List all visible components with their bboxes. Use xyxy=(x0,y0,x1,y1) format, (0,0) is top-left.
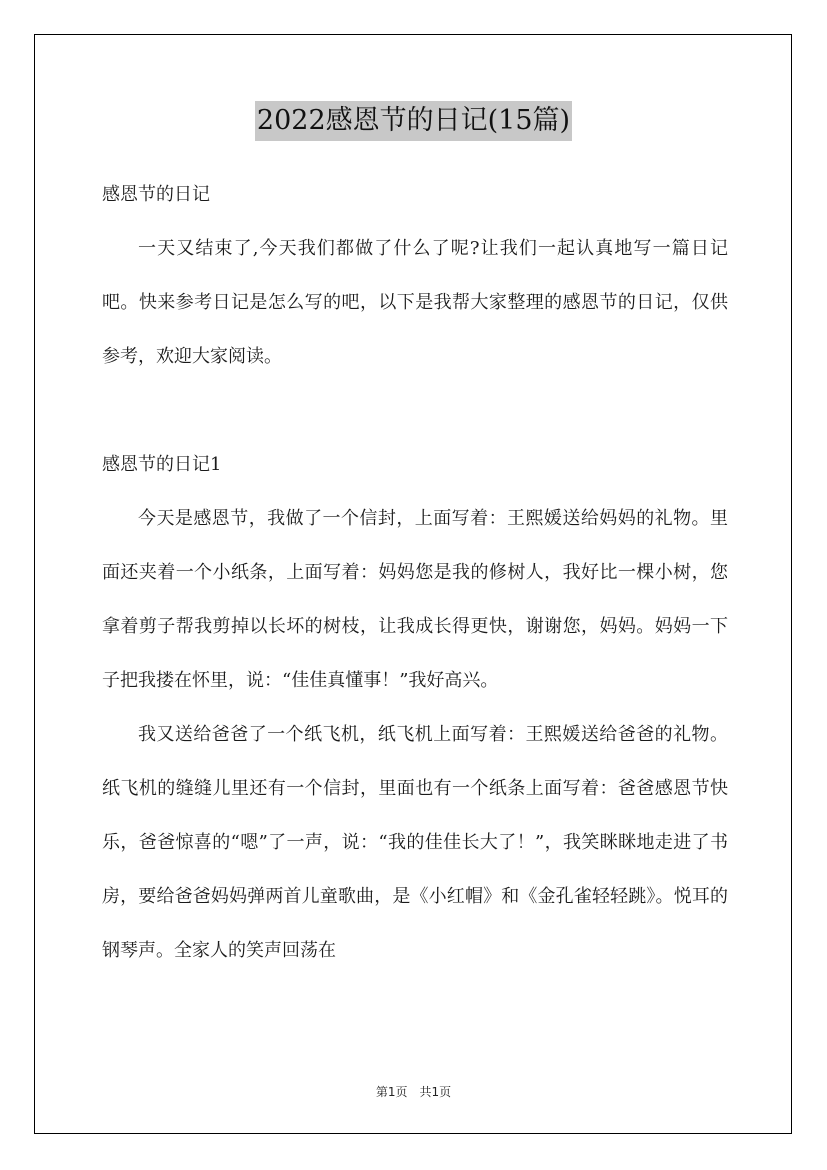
section-spacer xyxy=(102,384,728,438)
title-container xyxy=(0,101,827,141)
section1-paragraph-2: 我又送给爸爸了一个纸飞机，纸飞机上面写着：王熙媛送给爸爸的礼物。纸飞机的缝缝儿里还有一个信封，里面也有一个纸条上面写着：爸爸感恩节快乐，爸爸惊喜的“嗯”了一声，说：“我的佳佳长大了！”，我笑眯眯地走进了书房，要给爸爸妈妈弹两首儿童歌曲，是《小红帽》和《金孔雀轻轻跳》。悦耳的钢琴声。全家人的笑声回荡在 xyxy=(102,724,728,961)
page-total: 共1页 xyxy=(419,1085,452,1099)
page-footer xyxy=(0,1083,827,1101)
intro-heading: 感恩节的日记 xyxy=(102,184,210,205)
section1-heading: 感恩节的日记1 xyxy=(102,454,222,475)
section1-paragraph-1: 今天是感恩节，我做了一个信封，上面写着：王熙媛送给妈妈的礼物。里面还夹着一个小纸条，上面写着：妈妈您是我的修树人，我好比一棵小树，您拿着剪子帮我剪掉以长坏的树枝，让我成长得更快，谢谢您，妈妈。妈妈一下子把我搂在怀里，说：“佳佳真懂事！”我好高兴。 xyxy=(102,508,728,691)
intro-paragraph: 一天又结束了,今天我们都做了什么了呢?让我们一起认真地写一篇日记吧。快来参考日记是怎么写的吧，以下是我帮大家整理的感恩节的日记，仅供参考，欢迎大家阅读。 xyxy=(102,238,728,367)
document-body xyxy=(102,168,728,978)
document-title: 2022感恩节的日记(15篇) xyxy=(255,101,572,141)
page-number: 第1页 xyxy=(375,1085,408,1099)
